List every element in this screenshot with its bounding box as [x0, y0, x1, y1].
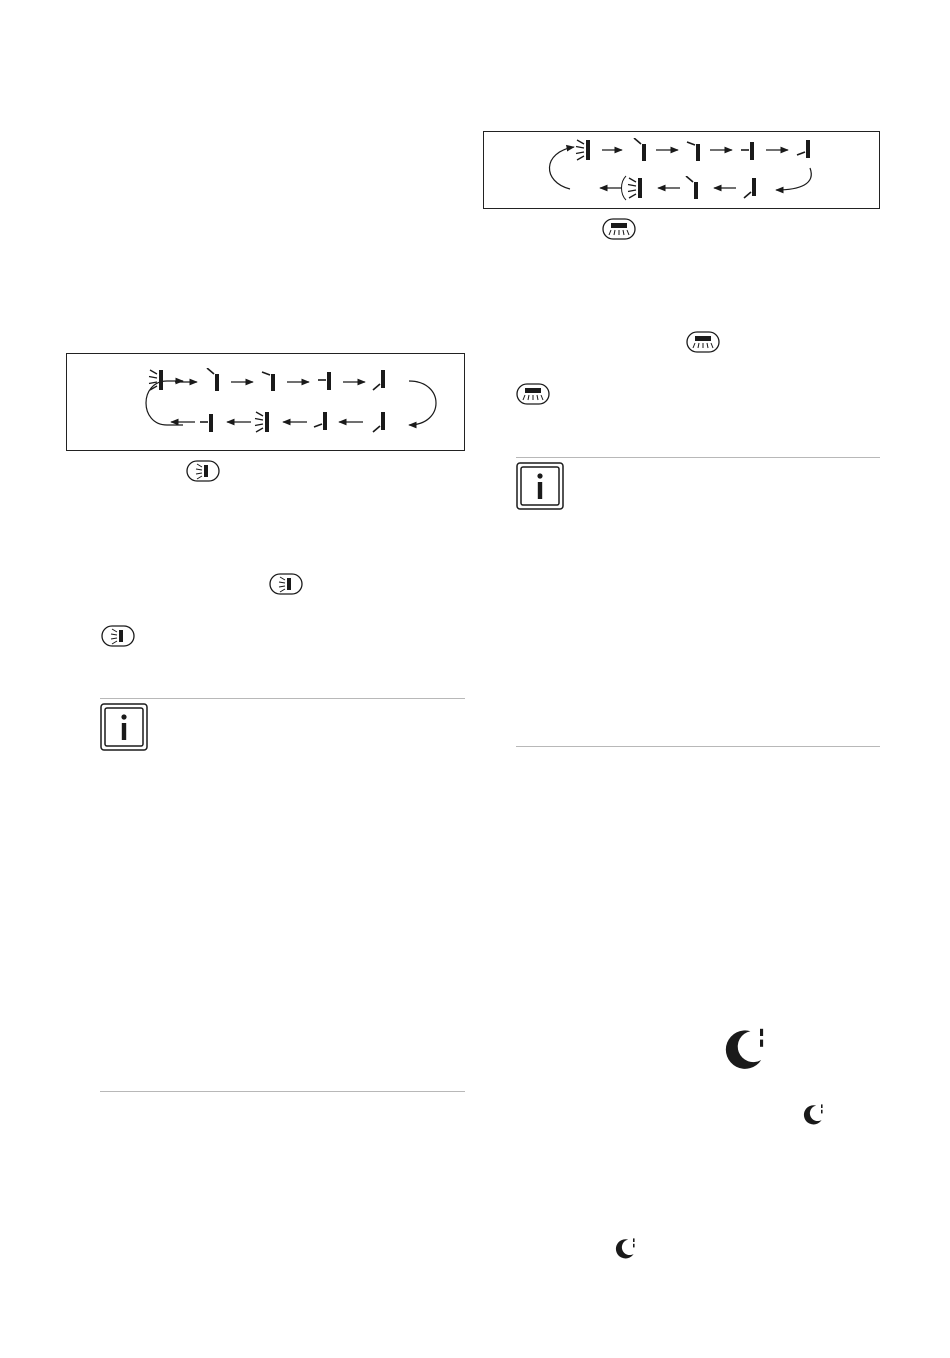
sleep-moon-icon	[718, 1024, 766, 1072]
vertical-swing-button-icon	[101, 625, 135, 647]
note-divider-bottom	[516, 746, 880, 747]
vertical-swing-button-icon	[186, 460, 220, 482]
horizontal-swing-diagram-graphic	[484, 132, 881, 210]
vertical-swing-diagram	[66, 353, 465, 451]
sleep-moon-icon	[800, 1102, 824, 1126]
note-divider-bottom	[100, 1091, 465, 1092]
note-divider-top	[100, 698, 465, 699]
info-icon	[100, 703, 148, 751]
horizontal-swing-diagram	[483, 131, 880, 209]
horizontal-swing-button-icon	[516, 383, 550, 405]
vertical-swing-diagram-graphic	[67, 354, 466, 452]
horizontal-swing-button-icon	[686, 331, 720, 353]
horizontal-swing-button-icon	[602, 218, 636, 240]
note-divider-top	[516, 457, 880, 458]
sleep-moon-icon	[612, 1236, 636, 1260]
vertical-swing-button-icon	[269, 573, 303, 595]
info-icon	[516, 462, 564, 510]
